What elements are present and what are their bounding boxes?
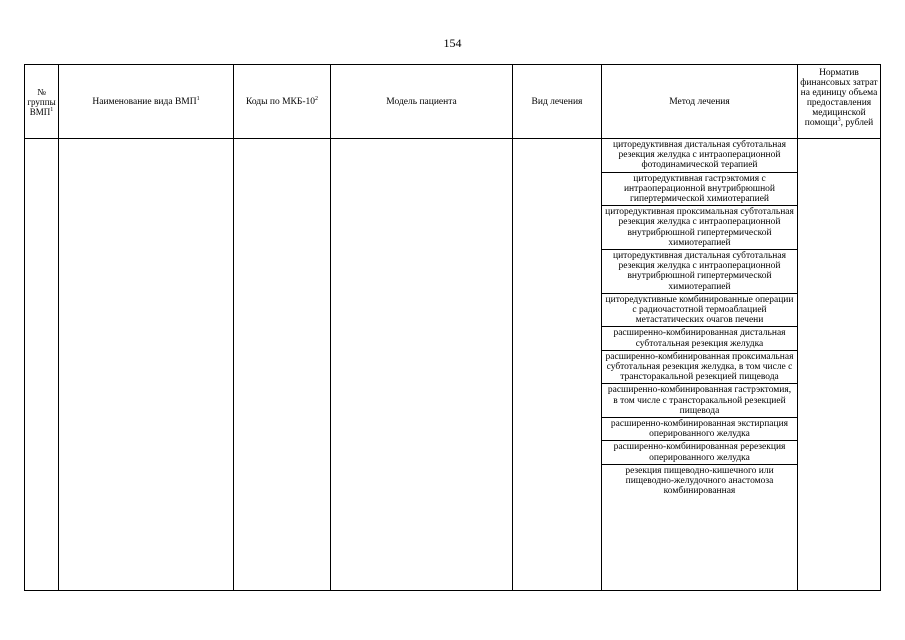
- treatment-method-item: циторедуктивная проксимальная субтотальная резекция желудка с интраоперационной внутрибрюшной гипертермической химиотерапией: [602, 206, 797, 250]
- header-patient-model: Модель пациента: [331, 65, 513, 139]
- header-group-no: № группы ВМП$^1$: [25, 65, 59, 139]
- treatment-method-item: резекция пищеводно-кишечного или пищеводно-желудочного анастомоза комбинированная: [625, 465, 774, 497]
- cell-treatment-methods: [602, 139, 798, 591]
- treatment-method-item: циторедуктивные комбинированные операции с радиочастотной термоаблацией метастатических очагов печени: [602, 294, 797, 328]
- header-icd-codes: Коды по МКБ-$10^2$: [234, 65, 331, 139]
- treatment-method-item: расширенно-комбинированная экстирпация оперированного желудка: [602, 418, 797, 441]
- treatment-method-item: циторедуктивная дистальная субтотальная резекция желудка с интраоперационной внутрибрюшной гипертермической химиотерапией: [602, 250, 797, 294]
- header-cost-norm: Норматив финансовых затрат на единицу объема предоставления медицинской помощи$^3$, рублей: [798, 65, 881, 139]
- treatment-method-item: расширенно-комбинированная дистальная субтотальная резекция желудка: [602, 327, 797, 350]
- header-treatment-method: Метод лечения: [602, 65, 798, 139]
- header-vmp-name: Наименование вида ВМП$^1$: [59, 65, 234, 139]
- header-treatment-type: Вид лечения: [513, 65, 602, 139]
- page-number: 154: [443, 36, 462, 50]
- cell-group-no: [25, 139, 59, 591]
- treatment-method-item: циторедуктивная гастрэктомия с интраоперационной внутрибрюшной гипертермической химиотерапией: [602, 173, 797, 207]
- treatment-method-item: расширенно-комбинированная ререзекция оперированного желудка: [602, 441, 797, 464]
- treatment-method-item: расширенно-комбинированная проксимальная субтотальная резекция желудка, в том числе с трансторакальной резекцией пищевода: [602, 351, 797, 385]
- cell-patient-model: [331, 139, 513, 591]
- treatment-method-item: расширенно-комбинированная гастрэктомия, в том числе с трансторакальной резекцией пищевода: [602, 384, 797, 418]
- cell-vmp-name: [59, 139, 234, 591]
- treatment-method-item: циторедуктивная дистальная субтотальная резекция желудка с интраоперационной фотодинамической терапией: [602, 139, 797, 173]
- cell-cost-norm: [798, 139, 881, 591]
- cell-icd-codes: [234, 139, 331, 591]
- table-body-row: [25, 139, 881, 591]
- treatment-method-list: [602, 139, 797, 498]
- cell-treatment-type: [513, 139, 602, 591]
- vmp-table: [24, 64, 881, 591]
- table-header-row: [25, 65, 881, 139]
